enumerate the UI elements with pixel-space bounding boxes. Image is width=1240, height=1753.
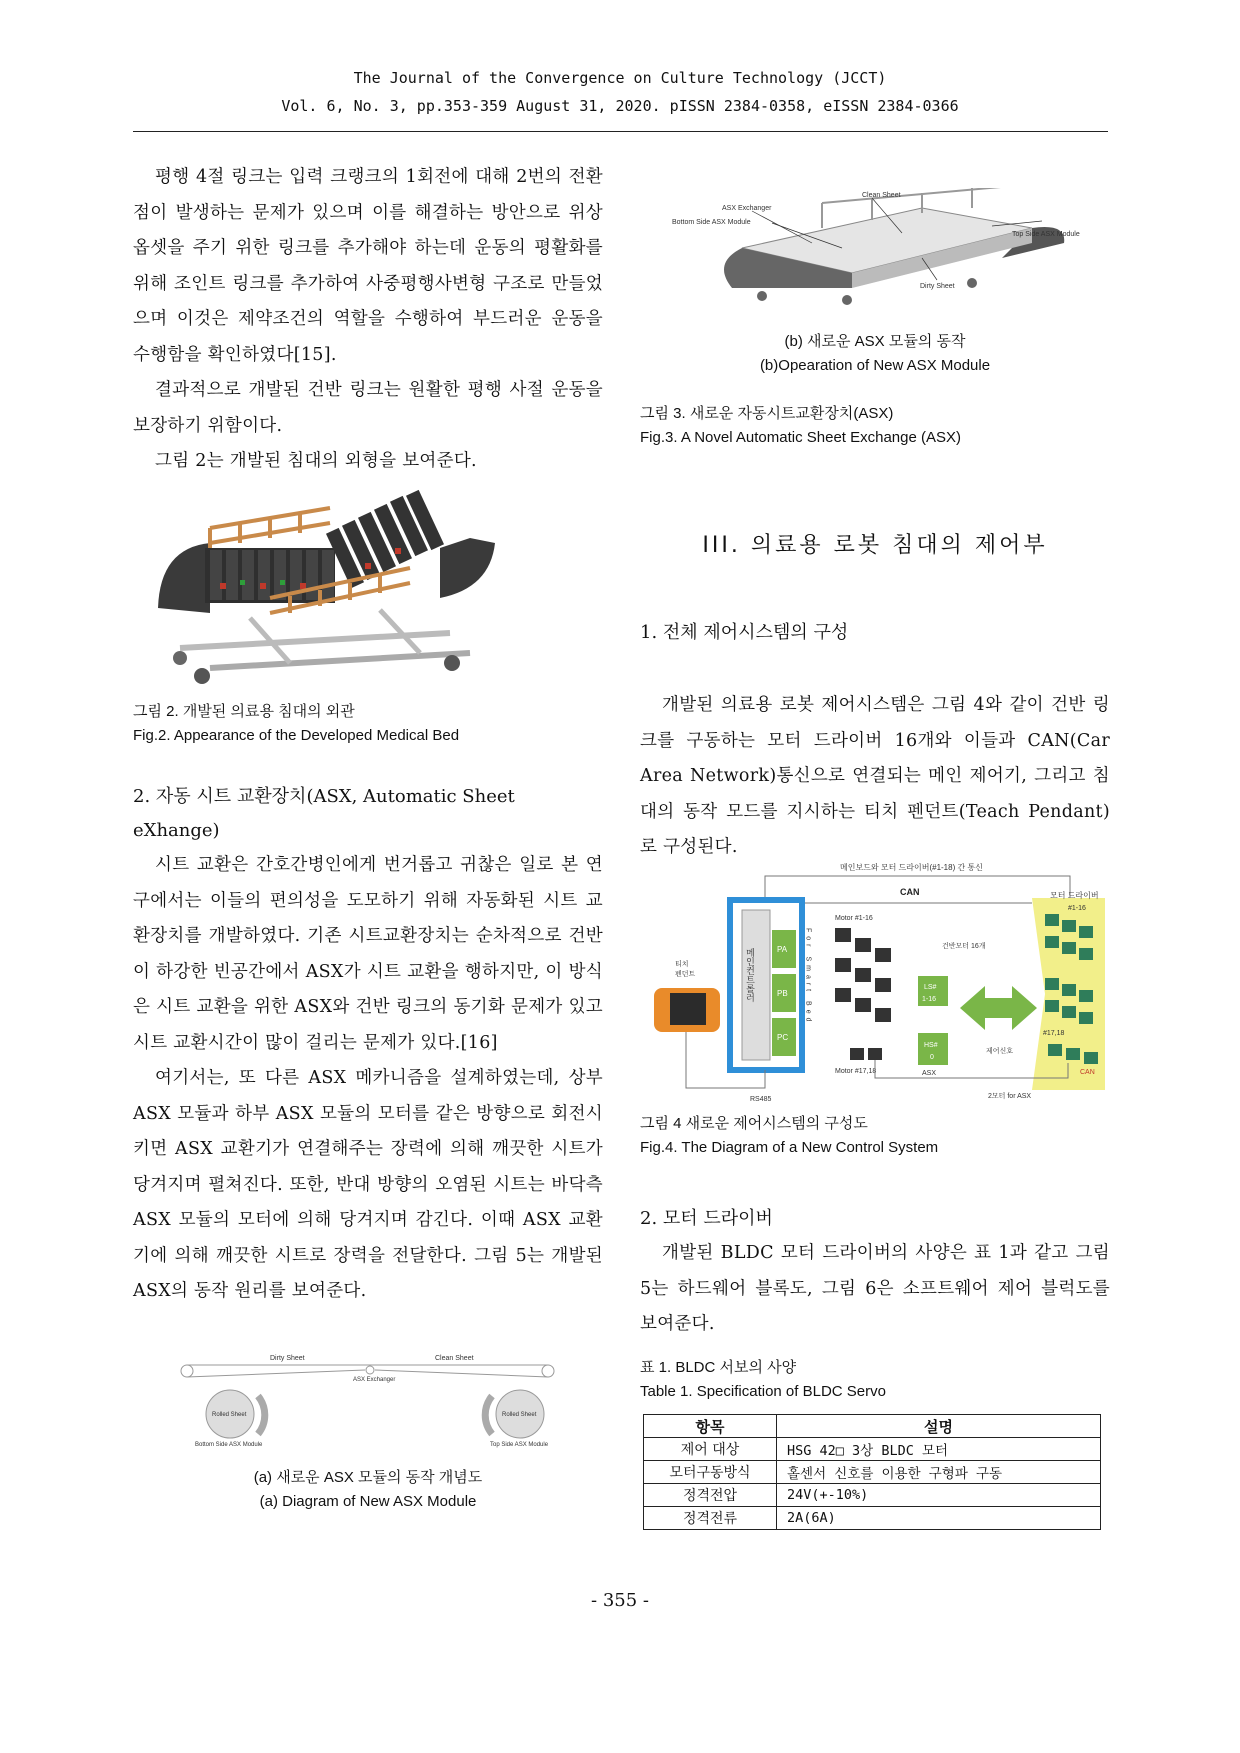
- fig3a-clean-label: Clean Sheet: [435, 1355, 474, 1362]
- table-cell-key: 제어 대상: [644, 1438, 777, 1461]
- paragraph-sheet-exchange: 시트 교환은 간호간병인에게 번거롭고 귀찮은 일로 본 연구에서는 이들의 편의성을 도모하기 위해 자동화된 시트 교환장치를 개발하였다. 기존 시트교환장치는 순차적으로 건반이 하강한 빈공간에서 ASX가 시트 교환을 행하지만, 이 방식은 시트 교환을 위한 ASX와 건반 링크의 동기화 문제가 있고 시트 교환시간이 많이 걸리는 문제가 있다.[16]: [133, 855, 603, 1053]
- subsection-2-block: [640, 1202, 1110, 1343]
- section-iii-heading: [640, 528, 1110, 559]
- fig4-caption-en: Fig.4. The Diagram of a New Control System: [640, 1139, 939, 1156]
- subsection-1-title: 1. 전체 제어시스템의 구성: [640, 622, 849, 643]
- asx-operation-render: [672, 188, 1092, 308]
- figure-3b-caption: [640, 330, 1110, 378]
- fig3a-rolled-right-label: Rolled Sheet: [502, 1412, 537, 1418]
- figure-4-control-diagram: [650, 858, 1112, 1106]
- fig3a-caption-ko: (a) 새로운 ASX 모듈의 동작 개념도: [253, 1469, 483, 1486]
- fig4-teach-label-1: 티치: [675, 961, 689, 968]
- fig4-pa-label: PA: [777, 945, 788, 954]
- page-number: - 355 -: [591, 1590, 649, 1611]
- fig4-pb-label: PB: [777, 989, 788, 998]
- fig3b-caption-en: (b)Opearation of New ASX Module: [759, 357, 991, 374]
- fig3-caption-ko: 그림 3. 새로운 자동시트교환장치(ASX): [640, 405, 894, 422]
- fig3b-caption-ko: (b) 새로운 ASX 모듈의 동작: [784, 333, 966, 350]
- fig3a-top-module-label: Top Side ASX Module: [490, 1442, 549, 1448]
- table-1-caption: [640, 1356, 1110, 1404]
- table-cell-key: 모터구동방식: [644, 1461, 777, 1484]
- table-row: [644, 1484, 1101, 1507]
- fig4-ls-label-2: 1-16: [922, 996, 937, 1003]
- fig3b-top-module-label: Top Side ASX Module: [1012, 231, 1080, 238]
- table-row: [644, 1507, 1101, 1530]
- table1-caption-en: Table 1. Specification of BLDC Servo: [640, 1383, 886, 1400]
- fig4-hs-label-2: 0: [930, 1054, 934, 1061]
- fig4-driver-range-2: #17,18: [1043, 1030, 1065, 1037]
- fig4-ls-label-1: LS#: [924, 984, 937, 991]
- paragraph-result: 결과적으로 개발된 건반 링크는 원활한 평행 사절 운동을 보장하기 위함이다.: [133, 380, 603, 436]
- table-header-row: [644, 1415, 1101, 1438]
- paragraph-control-system: 개발된 의료용 로봇 제어시스템은 그림 4와 같이 건반 링크를 구동하는 모터 드라이버 16개와 이들과 CAN(Car Area Network)통신으로 연결되는 메인 제어기, 그리고 침대의 동작 모드를 지시하는 티치 펜던트(Teach Pendant)로 구성된다.: [640, 695, 1110, 857]
- fig4-driver-title: 모터 드라이버: [1050, 891, 1099, 900]
- journal-header: [0, 64, 1240, 120]
- figure-3-caption: [640, 402, 1110, 450]
- fig4-driver-range: #1-16: [1068, 905, 1086, 912]
- fig4-teach-label-2: 펜던트: [675, 971, 696, 978]
- table-header-item: 항목: [644, 1415, 777, 1438]
- fig2-caption-en: Fig.2. Appearance of the Developed Medical Bed: [133, 727, 460, 744]
- table-cell-key: 정격전압: [644, 1484, 777, 1507]
- subsection-1-heading: [640, 618, 1110, 644]
- figure-3a-asx-diagram: [175, 1348, 565, 1448]
- figure-3b-asx-operation: [672, 188, 1092, 308]
- section-iii-title: III. 의료용 로봇 침대의 제어부: [702, 533, 1048, 558]
- paragraph-motor-driver: 개발된 BLDC 모터 드라이버의 사양은 표 1과 같고 그림 5는 하드웨어 블록도, 그림 6은 소프트웨어 제어 블럭도를 보여준다.: [640, 1243, 1110, 1334]
- table-cell-value: HSG 42□ 3상 BLDC 모터: [777, 1438, 1101, 1461]
- table1-caption-ko: 표 1. BLDC 서보의 사양: [640, 1359, 797, 1376]
- asx-concept-diagram: [175, 1348, 565, 1448]
- paragraph-asx-mechanism: 여기서는, 또 다른 ASX 메카니즘을 설계하였는데, 상부 ASX 모듈과 하부 ASX 모듈의 모터를 같은 방향으로 회전시키면 ASX 교환기가 연결해주는 장력에 의해 깨끗한 시트가 당겨지며 펼쳐진다. 또한, 반대 방향의 오염된 시트는 바닥측 ASX 모듈의 모터에 의해 당겨지며 감긴다. 이때 ASX 교환기에 의해 깨끗한 시트로 장력을 전달한다. 그림 5는 개발된 ASX의 동작 원리를 보여준다.: [133, 1068, 603, 1301]
- fig2-caption-ko: 그림 2. 개발된 의료용 침대의 외관: [133, 703, 355, 720]
- fig4-rs485-label: RS485: [750, 1096, 772, 1103]
- left-column-text-top: [133, 160, 603, 480]
- fig3-caption-en: Fig.3. A Novel Automatic Sheet Exchange (ASX): [640, 429, 962, 446]
- fig3a-bottom-module-label: Bottom Side ASX Module: [195, 1442, 263, 1448]
- figure-2-bed-image: [150, 488, 510, 688]
- fig3a-exchanger-label: ASX Exchanger: [353, 1377, 396, 1383]
- section-asx-title: 2. 자동 시트 교환장치(ASX, Automatic Sheet eXhange): [133, 786, 515, 841]
- fig3b-exchanger-label: ASX Exchanger: [722, 205, 772, 212]
- figure-4-caption: [640, 1112, 1110, 1160]
- fig3b-bottom-module-label: Bottom Side ASX Module: [672, 219, 751, 226]
- fig3b-dirty-label: Dirty Sheet: [920, 283, 955, 290]
- table-row: [644, 1461, 1101, 1484]
- fig4-for-smart-bed: For Smart Bed: [804, 928, 812, 1026]
- fig4-top-note: 메인보드와 모터 드라이버(#1-18) 간 통신: [840, 863, 983, 872]
- paragraph-control-system-block: [640, 688, 1110, 866]
- fig4-hs-label-1: HS#: [924, 1042, 938, 1049]
- fig3a-caption-en: (a) Diagram of New ASX Module: [259, 1493, 477, 1510]
- fig4-asx-motor-label: 2모터 for ASX: [988, 1093, 1032, 1100]
- table-cell-value: 홀센서 신호를 이용한 구형파 구동: [777, 1461, 1101, 1484]
- fig4-main-controller-label: 메인컨트롤러: [745, 948, 755, 1002]
- left-column-text-bottom: [133, 780, 603, 1310]
- journal-title: The Journal of the Convergence on Culture Technology (JCCT): [353, 69, 887, 87]
- figure-3a-caption: [133, 1466, 603, 1514]
- fig3b-clean-label: Clean Sheet: [862, 192, 901, 199]
- paragraph-fig2-intro: 그림 2는 개발된 침대의 외형을 보여준다.: [155, 451, 477, 471]
- table-cell-key: 정격전류: [644, 1507, 777, 1530]
- table-header-desc: 설명: [777, 1415, 1101, 1438]
- fig4-motor-bottom-label: Motor #17,18: [835, 1068, 877, 1075]
- paragraph-linkage: 평행 4절 링크는 입력 크랭크의 1회전에 대해 2번의 전환점이 발생하는 문제가 있으며 이를 해결하는 방안으로 위상 옵셋을 주기 위한 링크를 추가해야 하는데 운동의 평활화를 위해 조인트 링크를 추가하여 사중평행사변형 구조로 만들었으며 이것은 제약조건의 역할을 수행하여 부드러운 운동을 수행함을 확인하였다[15].: [133, 167, 603, 365]
- bed-render: [150, 488, 510, 688]
- subsection-2-title: 2. 모터 드라이버: [640, 1208, 773, 1229]
- fig3a-dirty-label: Dirty Sheet: [270, 1355, 305, 1362]
- table-cell-value: 24V(+-10%): [777, 1484, 1101, 1507]
- fig4-keyboard-motor-label: 건반모터 16개: [942, 943, 986, 950]
- fig4-asx-label: ASX: [922, 1070, 937, 1077]
- fig3a-rolled-left-label: Rolled Sheet: [212, 1412, 247, 1418]
- figure-2-caption: [133, 700, 603, 748]
- fig4-control-signal-label: 제어신호: [986, 1048, 1014, 1055]
- header-rule: [133, 131, 1108, 132]
- table-bldc-spec: [643, 1414, 1101, 1530]
- table-row: [644, 1438, 1101, 1461]
- fig4-can-small-label: CAN: [1080, 1069, 1095, 1076]
- journal-volume-info: Vol. 6, No. 3, pp.353-359 August 31, 2020. pISSN 2384-0358, eISSN 2384-0366: [281, 97, 959, 115]
- fig4-motor-top-label: Motor #1-16: [835, 915, 873, 922]
- table-cell-value: 2A(6A): [777, 1507, 1101, 1530]
- fig4-pc-label: PC: [777, 1033, 789, 1042]
- control-system-diagram: [650, 858, 1112, 1106]
- fig4-caption-ko: 그림 4 새로운 제어시스템의 구성도: [640, 1115, 868, 1132]
- fig4-can-label: CAN: [900, 887, 920, 897]
